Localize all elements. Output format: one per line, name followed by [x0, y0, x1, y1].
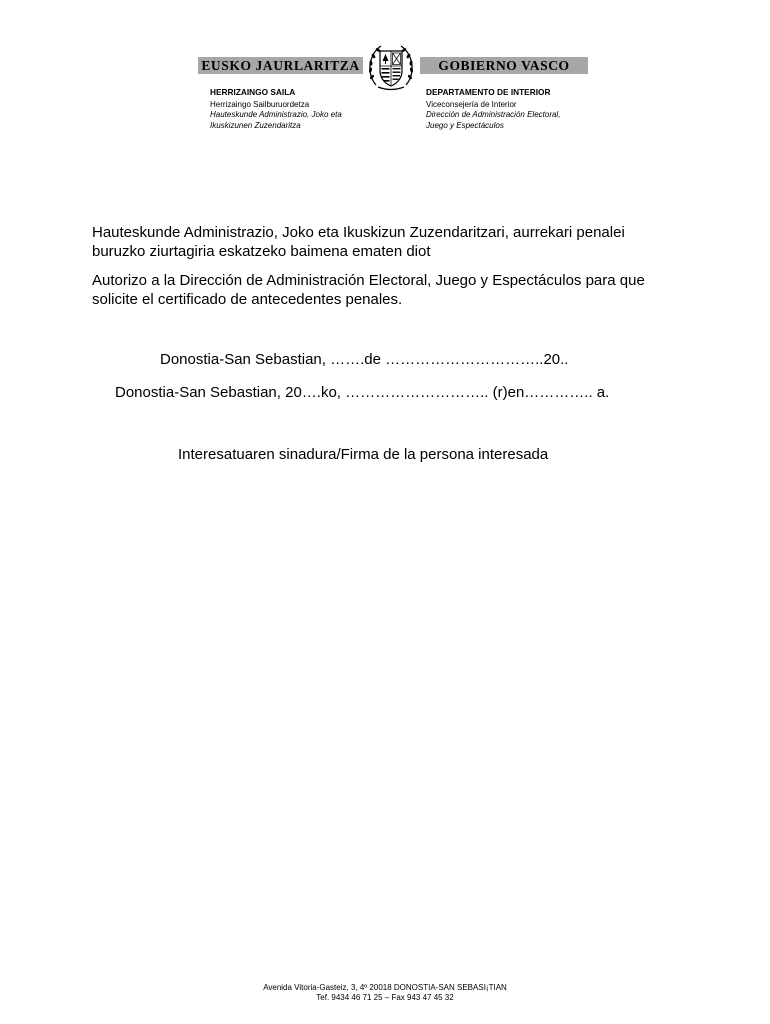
date-line-spanish: Donostia-San Sebastian, …….de …………………………..20.. [160, 351, 569, 368]
directorate-es-line1: Dirección de Administración Electoral, [426, 110, 561, 119]
letterhead-left-banner [198, 57, 363, 74]
department-title-es: DEPARTAMENTO DE INTERIOR [426, 87, 551, 97]
directorate-eu-line1: Hauteskunde Administrazio, Joko eta [210, 110, 342, 119]
letterhead-right-banner [420, 57, 588, 74]
date-line-basque: Donostia-San Sebastian, 20….ko, ……………………….. (r)en………….. a. [115, 384, 610, 401]
signature-label: Interesatuaren sinadura/Firma de la persona interesada [178, 446, 549, 463]
viceministry-es: Viceconsejería de Interior [426, 99, 517, 109]
footer-address: Avenida Vitoria-Gasteiz, 3, 4º 20018 DONOSTIA-SAN SEBASI¡TIAN [263, 983, 507, 992]
eusko-jaurlaritza-wordmark: EUSKO JAURLARITZA [201, 57, 360, 73]
footer-phone-fax: Tef. 9434 46 71 25 – Fax 943 47 45 32 [316, 993, 454, 1002]
authorization-text-spanish: Autorizo a la Dirección de Administración Electoral, Juego y Espectáculos para que solicite el certificado de antecedentes penales. [92, 272, 645, 308]
viceministry-eu: Herrizaingo Sailburuordetza [210, 99, 310, 109]
directorate-eu-line2: Ikuskizunen Zuzendaritza [210, 120, 301, 130]
department-basque-block [210, 87, 342, 131]
authorization-text-basque: Hauteskunde Administrazio, Joko eta Ikuskizun Zuzendaritzari, aurrekari penalei buruzko ziurtagiria eskatzeko baimena ematen diot [92, 224, 625, 260]
coat-of-arms-icon [366, 41, 416, 93]
footer [0, 983, 770, 1003]
gobierno-vasco-wordmark: GOBIERNO VASCO [438, 57, 570, 73]
directorate-es-line2: Juego y Espectáculos [426, 120, 504, 130]
department-title-eu: HERRIZAINGO SAILA [210, 87, 296, 97]
department-spanish-block [426, 87, 560, 131]
